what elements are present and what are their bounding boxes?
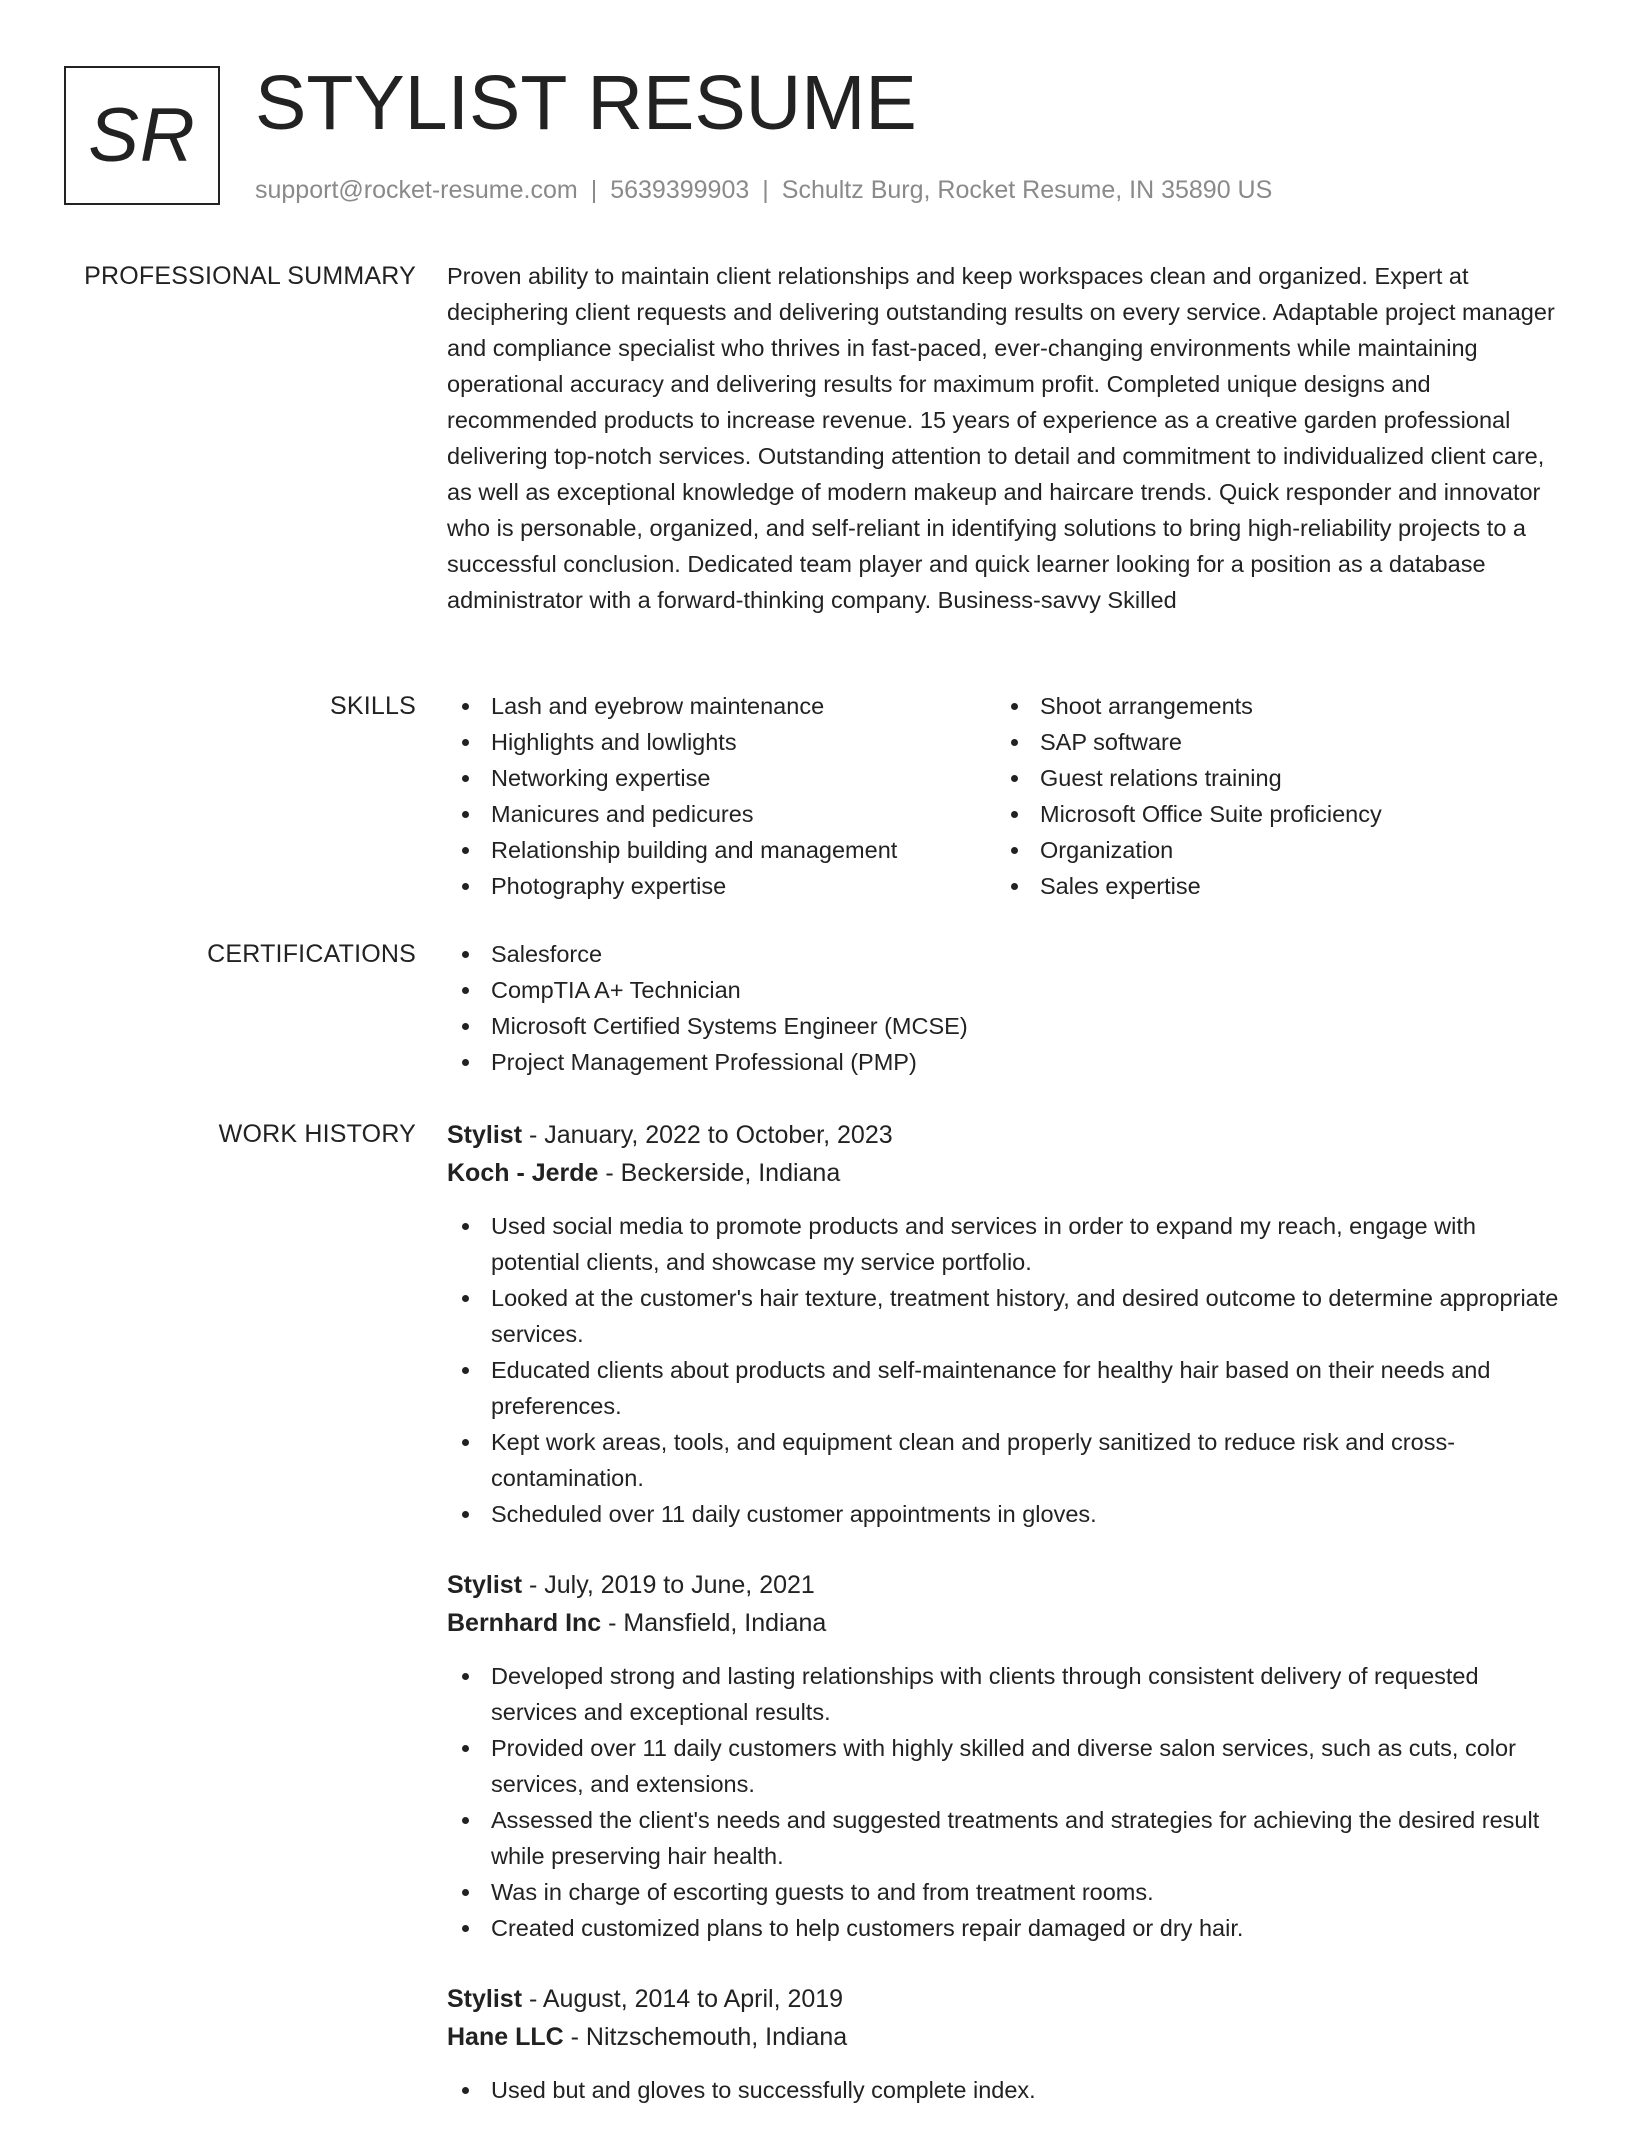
contact-email: support@rocket-resume.com (255, 176, 578, 204)
contact-line (255, 174, 1272, 206)
job-company: Koch - Jerde (447, 1159, 599, 1187)
monogram-logo: SR (64, 66, 220, 205)
skill-item: Relationship building and management (447, 832, 996, 868)
job-entry (447, 1980, 1562, 2108)
skill-item: Guest relations training (996, 760, 1545, 796)
certifications-list (447, 936, 1562, 1080)
job-dates: - January, 2022 to October, 2023 (522, 1121, 893, 1149)
job-title-line (447, 1566, 1562, 1604)
job-duty: Developed strong and lasting relationships with clients through consistent delivery of requested services and exceptional results. (447, 1658, 1562, 1730)
work-history-heading: WORK HISTORY (218, 1120, 416, 1148)
skill-item: Shoot arrangements (996, 688, 1545, 724)
job-company-line (447, 1154, 1562, 1192)
certifications-body (447, 936, 1562, 1080)
certification-item: Salesforce (447, 936, 1562, 972)
job-title: Stylist (447, 1121, 523, 1149)
job-company: Hane LLC (447, 2023, 564, 2051)
certifications-heading: CERTIFICATIONS (207, 940, 416, 968)
job-entry (447, 1116, 1562, 1532)
job-duties-list (447, 1208, 1562, 1532)
job-duty: Educated clients about products and self-maintenance for healthy hair based on their needs and preferences. (447, 1352, 1562, 1424)
job-company-line (447, 1604, 1562, 1642)
job-title: Stylist (447, 1985, 523, 2013)
job-duty: Was in charge of escorting guests to and from treatment rooms. (447, 1874, 1562, 1910)
summary-heading: PROFESSIONAL SUMMARY (84, 262, 416, 290)
job-location: - Beckerside, Indiana (598, 1159, 841, 1187)
job-title-line (447, 1116, 1562, 1154)
contact-phone: 5639399903 (610, 176, 750, 204)
job-duties-list (447, 1658, 1562, 1946)
job-duty: Used social media to promote products and services in order to expand my reach, engage with potential clients, and showcase my service portfolio. (447, 1208, 1562, 1280)
skill-item: Photography expertise (447, 868, 996, 904)
job-dates: - August, 2014 to April, 2019 (522, 1985, 844, 2013)
skills-list-right (996, 688, 1545, 904)
job-location: - Nitzschemouth, Indiana (563, 2023, 848, 2051)
summary-text: Proven ability to maintain client relationships and keep workspaces clean and organized. Expert at deciphering client requests and delivering outstanding results on every service. Adaptable project manager and compliance specialist who thrives in fast-paced, ever-changing environments while maintaining operational accuracy and delivering results for maximum profit. Completed unique designs and recommended products to increase revenue. 15 years of experience as a creative garden professional delivering top-notch services. Outstanding attention to detail and commitment to individualized client care, as well as exceptional knowledge of modern makeup and haircare trends. Quick responder and innovator who is personable, organized, and self-reliant in identifying solutions to bring high-reliability projects to a successful conclusion. Dedicated team player and quick learner looking for a position as a database administrator with a forward-thinking company. Business-savvy Skilled (447, 263, 1555, 613)
job-entry (447, 1566, 1562, 1946)
job-duty: Created customized plans to help customers repair damaged or dry hair. (447, 1910, 1562, 1946)
job-duty: Provided over 11 daily customers with highly skilled and diverse salon services, such as cuts, color services, and extensions. (447, 1730, 1562, 1802)
skills-list-left (447, 688, 996, 904)
skill-item: SAP software (996, 724, 1545, 760)
certification-item: Project Management Professional (PMP) (447, 1044, 1562, 1080)
skill-item: Highlights and lowlights (447, 724, 996, 760)
certification-item: Microsoft Certified Systems Engineer (MCSE) (447, 1008, 1562, 1044)
job-duties-list (447, 2072, 1562, 2108)
skill-item: Networking expertise (447, 760, 996, 796)
skill-item: Lash and eyebrow maintenance (447, 688, 996, 724)
job-duty: Kept work areas, tools, and equipment clean and properly sanitized to reduce risk and cross-contamination. (447, 1424, 1562, 1496)
job-duty: Scheduled over 11 daily customer appointments in gloves. (447, 1496, 1562, 1532)
contact-address: Schultz Burg, Rocket Resume, IN 35890 US (781, 176, 1273, 204)
job-duty: Used but and gloves to successfully complete index. (447, 2072, 1562, 2108)
job-dates: - July, 2019 to June, 2021 (522, 1571, 815, 1599)
skill-item: Microsoft Office Suite proficiency (996, 796, 1545, 832)
job-location: - Mansfield, Indiana (601, 1609, 827, 1637)
job-title-line (447, 1980, 1562, 2018)
work-history-body (447, 1116, 1562, 2142)
skill-item: Sales expertise (996, 868, 1545, 904)
summary-body (447, 258, 1562, 618)
certification-item: CompTIA A+ Technician (447, 972, 1562, 1008)
job-company-line (447, 2018, 1562, 2056)
contact-separator: | (590, 176, 598, 204)
skills-heading: SKILLS (330, 692, 416, 720)
job-duty: Assessed the client's needs and suggested treatments and strategies for achieving the desired result while preserving hair health. (447, 1802, 1562, 1874)
contact-separator: | (762, 176, 769, 204)
job-duty: Looked at the customer's hair texture, treatment history, and desired outcome to determine appropriate services. (447, 1280, 1562, 1352)
page-title: STYLIST RESUME (255, 60, 917, 146)
skills-body (447, 688, 1562, 904)
skill-item: Manicures and pedicures (447, 796, 996, 832)
job-company: Bernhard Inc (447, 1609, 602, 1637)
job-title: Stylist (447, 1571, 523, 1599)
skill-item: Organization (996, 832, 1545, 868)
